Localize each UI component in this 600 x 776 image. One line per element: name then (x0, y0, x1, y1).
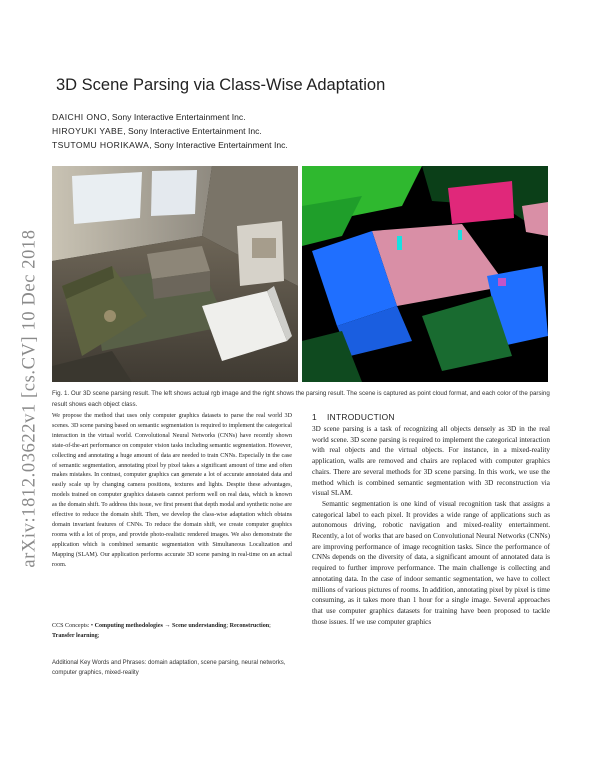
author-list (52, 110, 288, 152)
ccs-separator: ; (226, 623, 230, 629)
rgb-room-image (52, 166, 298, 382)
section-heading (312, 412, 395, 422)
author-affiliation: , Sony Interactive Entertainment Inc. (107, 112, 246, 122)
figure-caption: Fig. 1. Our 3D scene parsing result. The left shows actual rgb image and the right shows the parsing result. The scene is captured as point cloud format, and each color of the parsing result shows each object class. (52, 390, 550, 408)
ccs-prefix: CCS Concepts: • (52, 623, 94, 629)
arxiv-identifier: arXiv:1812.03622v1 [cs.CV] 10 Dec 2018 (19, 229, 40, 568)
author-affiliation: , Sony Interactive Entertainment Inc. (149, 140, 288, 150)
ccs-item: Transfer learning (52, 632, 98, 639)
ccs-item: Computing methodologies (94, 623, 163, 629)
section-title: INTRODUCTION (326, 412, 395, 422)
parsing-result-image (302, 166, 548, 382)
teaser-figure (52, 166, 548, 382)
additional-keywords: Additional Key Words and Phrases: domain adaptation, scene parsing, neural networks, computer graphics, mixed-reality (52, 660, 286, 676)
ccs-separator: ; (269, 623, 271, 629)
ccs-concepts (52, 622, 292, 642)
paragraph: Semantic segmentation is one kind of visual recognition task that assigns a categorical label to each pixel. It provides a wide range of applications such as autonomous driving, robotic navigation and mixed-reality entertainment. Recently, a lot of works that are based on Convolutional Neural Networks (CNNs) are improving performance of image recognition tasks. Since the performance of CNNs depends on the diversity of data, a significant amount of annotated data is required to further improve performance. The main challenge is collecting and annotating data. In the case of indoor semantic segmentation, we have to collect millions of various pictures of rooms. In addition, annotating pixel by pixel is time consuming, as it takes more than 1 hour for a single image. Several approaches that use computer graphics datasets for training have been proposed to tackle those issues. If we use computer graphics (312, 499, 550, 626)
introduction-body (312, 424, 550, 627)
author-affiliation: , Sony Interactive Entertainment Inc. (123, 126, 262, 136)
author-name: TSUTOMU HORIKAWA (52, 140, 150, 150)
ccs-item: Reconstruction (229, 623, 270, 629)
author-line (52, 110, 288, 124)
paragraph: 3D scene parsing is a task of recognizing all objects densely as 3D in the real world scene. 3D scene parsing is required to implement the categorical interaction with real objects and the virtual objects. For instance, in a mixed-reality application, walls are removed and chairs are replaced with computer graphics chairs. There are several methods for 3D scene parsing. In this work, we use the method which is combined semantic segmentation with 3D reconstruction via visual SLAM. (312, 425, 550, 498)
author-line (52, 138, 288, 152)
ccs-item: Scene understanding (171, 623, 227, 629)
ccs-arrow: → (162, 623, 172, 629)
arxiv-sidebar (18, 200, 42, 600)
author-name: DAICHI ONO (52, 112, 108, 122)
ccs-end: ; (97, 632, 100, 639)
author-line (52, 124, 288, 138)
paper-title: 3D Scene Parsing via Class-Wise Adaptation (56, 76, 386, 94)
author-name: HIROYUKI YABE (52, 126, 124, 136)
abstract-text: We propose the method that uses only computer graphics datasets to parse the real world 3D scenes. 3D scene parsing based on semantic segmentation is required to implement the categorical interaction in the virtual world. Convolutional Neural Networks (CNNs) have recently shown state-of-the-art performance on computer vision tasks including semantic segmentation. However, collecting and annotating a huge amount of data are needed to train CNNs. Especially in the case of semantic segmentation, annotating pixel by pixel takes a significant amount of time and often makes mistakes. In contrast, computer graphics can generate a lot of accurate annotated data and easily scale up by changing camera positions, textures and lights. Despite these advantages, models trained on computer graphics datasets cannot perform well on real data, which is known as the domain shift. To address this issue, we first present that depth modal and synthetic noise are effective to reduce the domain shift. Then, we develop the class-wise adaptation which obtains domain invariant features of CNNs. To reduce the domain shift, we create computer graphics rooms with a lot of props, and provide photo-realistic rendered images. We also demonstrate the application which is combined semantic segmentation with Simultaneous Localization and Mapping (SLAM). Our application performs accurate 3D scene parsing in real-time on an actual room. (52, 413, 292, 568)
section-number: 1 (312, 412, 317, 422)
